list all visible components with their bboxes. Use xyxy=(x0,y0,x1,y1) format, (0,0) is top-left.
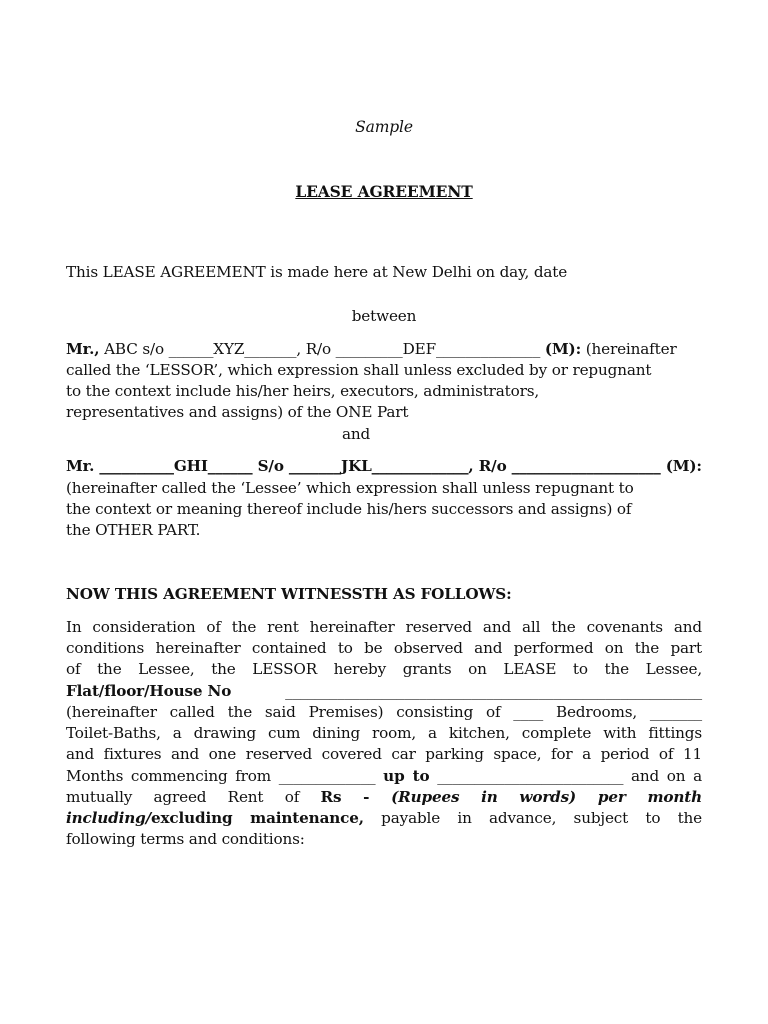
lessee-line-2: (hereinafter called the ‘Lessee’ which expression shall unless repugnant to xyxy=(66,479,634,497)
lessor-mr: Mr., xyxy=(66,340,100,358)
lessor-m: (M): xyxy=(544,340,582,358)
agreed-rent-text: mutually agreed Rent of xyxy=(66,788,321,806)
lessee-line-3: the context or meaning thereof include his/hers successors and assigns) of xyxy=(66,500,632,518)
document-title: LEASE AGREEMENT xyxy=(295,182,473,201)
and-word: and xyxy=(342,425,371,443)
terms-line-11: following terms and conditions: xyxy=(66,830,305,848)
terms-line-9 xyxy=(66,787,702,808)
commencing-from: Months commencing from _____________ xyxy=(66,767,384,785)
lessor-line-2: called the ‘LESSOR’, which expression shall unless excluded by or repugnant xyxy=(66,361,652,379)
terms-line-6: Toilet-Baths, a drawing cum dining room, a kitchen, complete with fittings xyxy=(66,724,702,742)
flat-number-blank: ________________________________________________________ xyxy=(285,682,702,700)
lessee-line-4: the OTHER PART. xyxy=(66,521,201,539)
terms-line-4 xyxy=(66,681,702,702)
terms-line-3: of the Lessee, the LESSOR hereby grants on LEASE to the Lessee, xyxy=(66,660,702,678)
lessor-line-3: to the context include his/her heirs, executors, administrators, xyxy=(66,382,540,400)
intro-line: This LEASE AGREEMENT is made here at New Delhi on day, date xyxy=(66,263,568,281)
lessor-hereinafter: (hereinafter xyxy=(581,340,677,358)
lessor-line-1 xyxy=(66,339,702,360)
lessee-line-1: Mr. __________GHI______ S/o _______JKL_____________, R/o ____________________ (M): xyxy=(66,457,702,475)
between-word: between xyxy=(351,307,417,325)
payable-in-advance: payable in advance, subject to the xyxy=(363,809,702,827)
terms-line-8 xyxy=(66,766,702,787)
terms-line-5: (hereinafter called the said Premises) consisting of ____ Bedrooms, _______ xyxy=(66,703,702,721)
rupees-in-words: (Rupees in words) per month xyxy=(369,788,703,806)
sample-label: Sample xyxy=(355,118,413,136)
rs-label: Rs - xyxy=(320,788,370,806)
terms-line-2: conditions hereinafter contained to be observed and performed on the part xyxy=(66,639,702,657)
terms-line-1: In consideration of the rent hereinafter reserved and all the covenants and xyxy=(66,618,702,636)
end-date-blank: _________________________ and on a xyxy=(429,767,702,785)
flat-floor-house-label: Flat/floor/House No xyxy=(66,682,232,700)
lessor-line-4: representatives and assigns) of the ONE Part xyxy=(66,403,409,421)
terms-line-7: and fixtures and one reserved covered car parking space, for a period of 11 xyxy=(66,745,702,763)
witness-heading: NOW THIS AGREEMENT WITNESSTH AS FOLLOWS: xyxy=(66,585,512,603)
up-to-label: up to xyxy=(383,767,430,785)
including-label: including/ xyxy=(66,809,151,827)
lessor-details: ABC s/o ______XYZ_______, R/o _________DEF______________ xyxy=(99,340,545,358)
excluding-maintenance: excluding maintenance, xyxy=(150,809,364,827)
terms-line-10 xyxy=(66,808,702,829)
